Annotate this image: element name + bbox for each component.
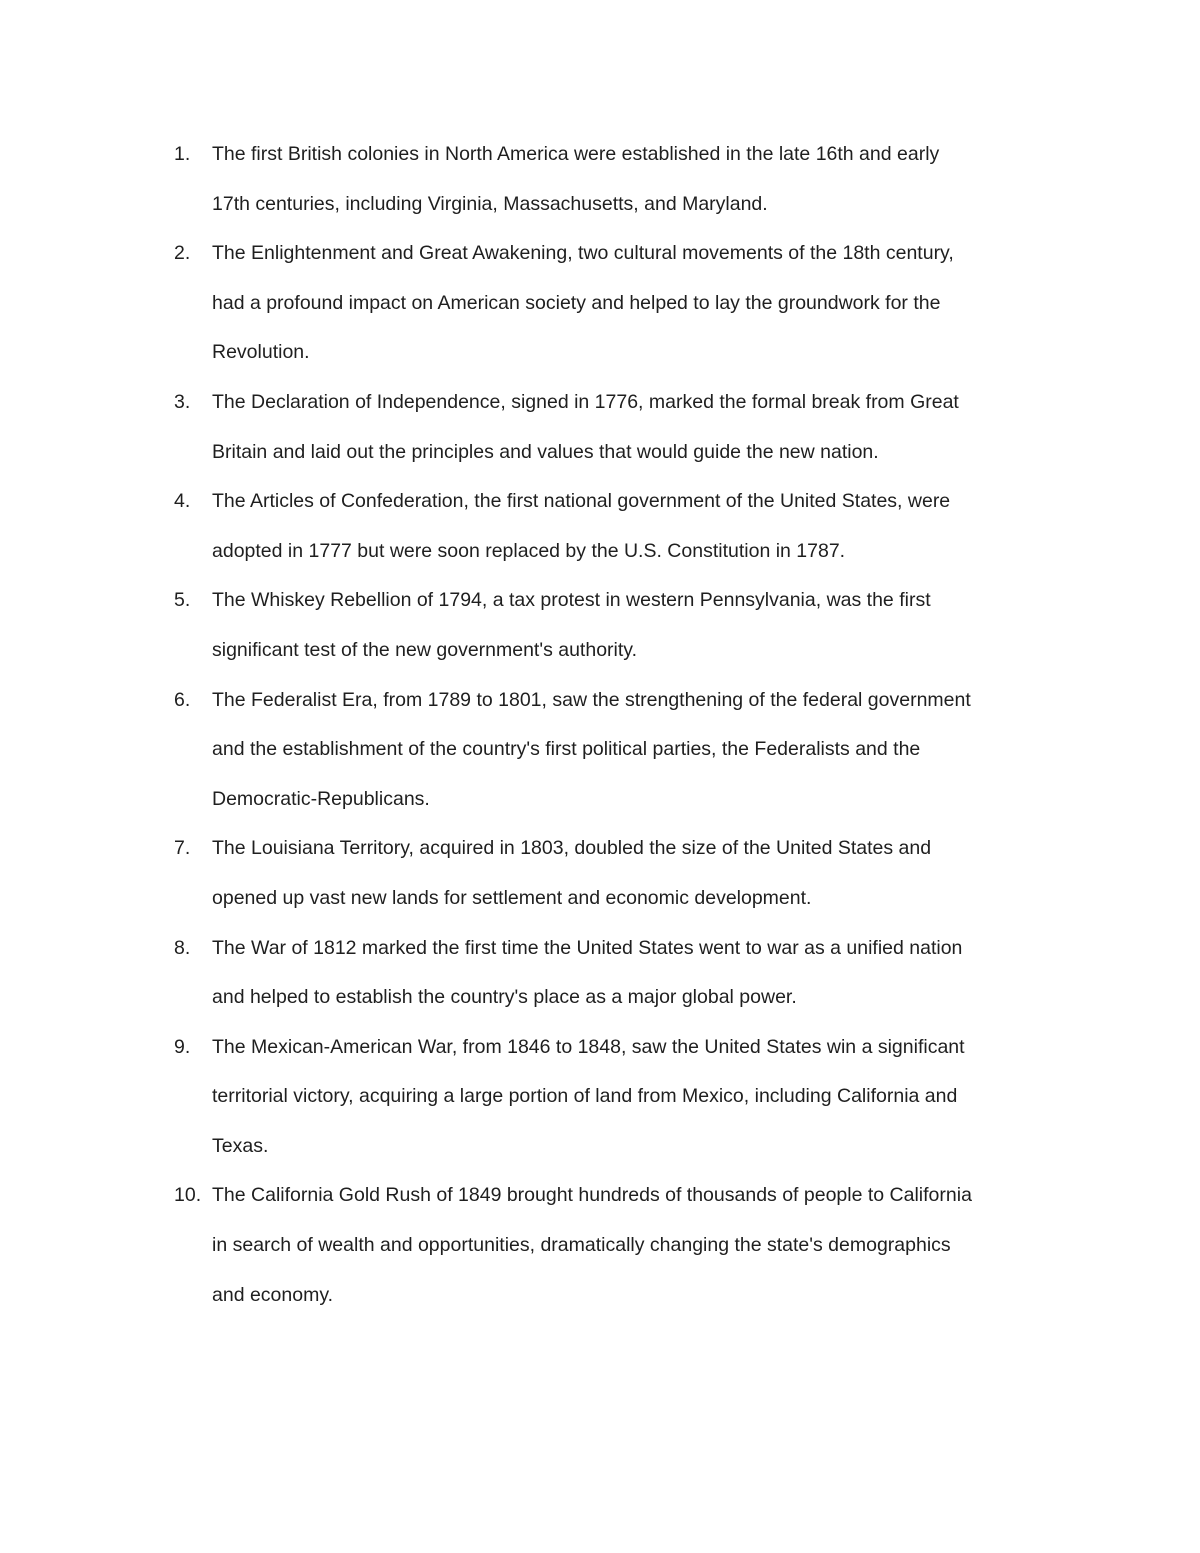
item-number: 9. <box>174 1035 191 1058</box>
item-text <box>212 229 1062 378</box>
item-number: 6. <box>174 688 191 711</box>
list-item <box>0 824 1200 923</box>
item-number: 2. <box>174 242 191 265</box>
text-line: adopted in 1777 but were soon replaced by the U.S. Constitution in 1787. <box>212 539 846 562</box>
text-line: Revolution. <box>212 341 310 364</box>
text-line: Texas. <box>212 1134 269 1157</box>
text-line: The first British colonies in North America were established in the late 16th and early <box>212 143 940 165</box>
text-line: The Declaration of Independence, signed in 1776, marked the formal break from Great <box>212 390 959 413</box>
text-line: The Articles of Confederation, the first national government of the United States, were <box>212 490 951 513</box>
text-line: The Whiskey Rebellion of 1794, a tax protest in western Pennsylvania, was the first <box>212 589 931 612</box>
item-number: 1. <box>174 143 191 165</box>
text-line: Democratic-Republicans. <box>212 787 430 810</box>
text-line: The California Gold Rush of 1849 brought hundreds of thousands of people to California <box>212 1184 972 1207</box>
item-number: 3. <box>174 390 191 413</box>
list-item <box>0 1023 1200 1172</box>
list-item <box>0 576 1200 675</box>
list-item <box>0 229 1200 378</box>
item-number: 5. <box>174 589 191 612</box>
item-text <box>212 824 1062 923</box>
item-text <box>212 676 1062 825</box>
list-item <box>0 477 1200 576</box>
text-line: significant test of the new government's authority. <box>212 638 638 661</box>
text-line: The War of 1812 marked the first time the United States went to war as a unified nation <box>212 936 963 959</box>
item-number: 7. <box>174 837 191 860</box>
item-number: 8. <box>174 936 191 959</box>
item-text <box>212 477 1062 576</box>
text-line: The Louisiana Territory, acquired in 1803, doubled the size of the United States and <box>212 837 932 860</box>
text-line: The Federalist Era, from 1789 to 1801, saw the strengthening of the federal government <box>212 688 971 711</box>
list-item <box>0 1171 1200 1320</box>
list-item <box>0 130 1200 229</box>
text-line: The Enlightenment and Great Awakening, two cultural movements of the 18th century, <box>212 242 954 265</box>
text-line: 17th centuries, including Virginia, Massachusetts, and Maryland. <box>212 192 768 215</box>
item-text <box>212 924 1062 1023</box>
text-line: had a profound impact on American society and helped to lay the groundwork for the <box>212 291 941 314</box>
text-line: and helped to establish the country's place as a major global power. <box>212 986 797 1009</box>
text-line: The Mexican-American War, from 1846 to 1848, saw the United States win a significant <box>212 1035 965 1058</box>
text-line: opened up vast new lands for settlement and economic development. <box>212 886 812 909</box>
item-text <box>212 1023 1062 1172</box>
text-line: and economy. <box>212 1283 334 1306</box>
numbered-list <box>0 130 1200 1320</box>
text-line: territorial victory, acquiring a large portion of land from Mexico, including California and <box>212 1085 958 1108</box>
item-number: 4. <box>174 490 191 513</box>
item-text <box>212 576 1062 675</box>
list-item <box>0 924 1200 1023</box>
text-line: in search of wealth and opportunities, dramatically changing the state's demographics <box>212 1234 951 1257</box>
item-text <box>212 1171 1062 1320</box>
item-text <box>212 130 1062 229</box>
item-text <box>212 378 1062 477</box>
item-number: 10. <box>174 1184 202 1207</box>
list-item <box>0 378 1200 477</box>
text-line: and the establishment of the country's first political parties, the Federalists and the <box>212 738 921 761</box>
list-item <box>0 676 1200 825</box>
text-line: Britain and laid out the principles and values that would guide the new nation. <box>212 440 879 463</box>
